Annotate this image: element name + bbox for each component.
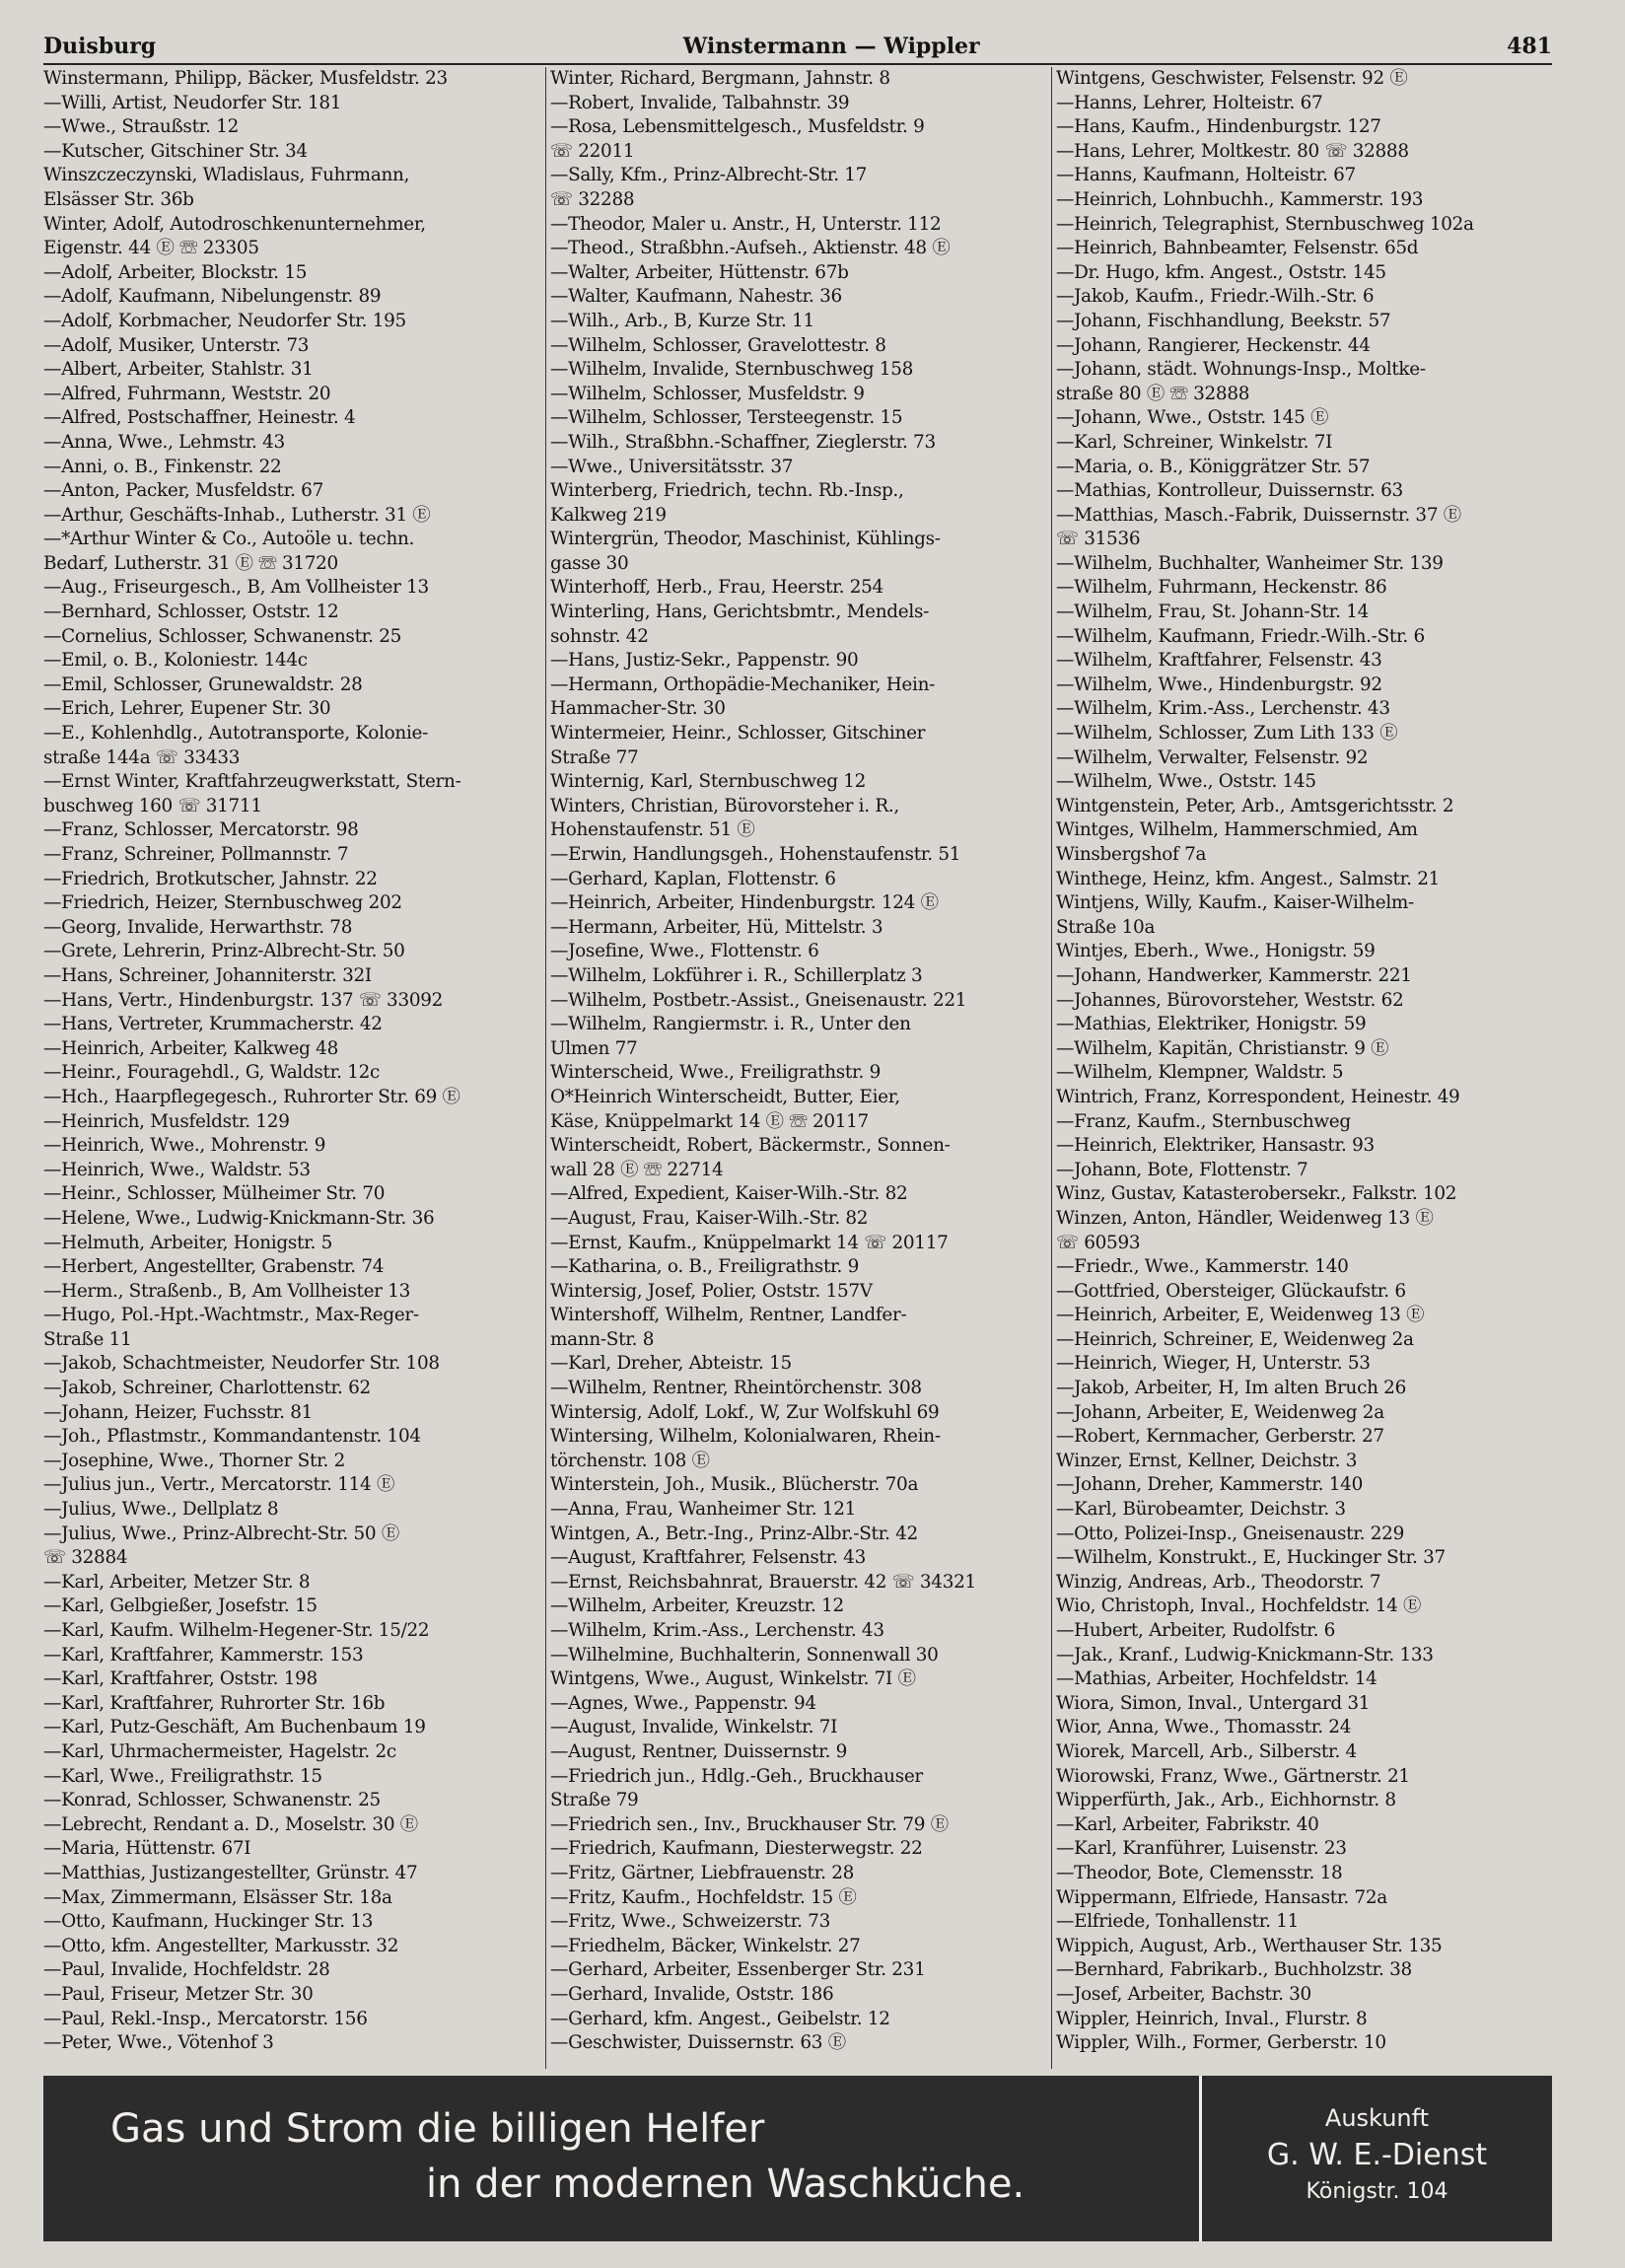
directory-entry: —Paul, Friseur, Metzer Str. 30	[43, 1983, 314, 2005]
directory-entry: —Karl, Dreher, Abteistr. 15	[550, 1353, 792, 1375]
directory-entry: —Heinrich, Arbeiter, E, Weidenweg 13 Ⓔ	[1056, 1305, 1425, 1326]
directory-entry: Winterling, Hans, Gerichtsbmtr., Mendels-	[550, 602, 929, 623]
directory-entry: —Herbert, Angestellter, Grabenstr. 74	[43, 1256, 385, 1278]
directory-entry: —Geschwister, Duissernstr. 63 Ⓔ	[550, 2032, 846, 2054]
directory-entry: —Josephine, Wwe., Thorner Str. 2	[43, 1450, 346, 1471]
directory-entry: —Adolf, Kaufmann, Nibelungenstr. 89	[43, 286, 382, 308]
directory-entry: Wippich, August, Arb., Werthauser Str. 135	[1056, 1935, 1443, 1956]
directory-entry: —Fritz, Wwe., Schweizerstr. 73	[550, 1911, 830, 1933]
directory-entry: wall 28 Ⓔ ☏ 22714	[550, 1159, 724, 1180]
directory-entry: —Karl, Arbeiter, Metzer Str. 8	[43, 1571, 311, 1593]
directory-entry: —Johannes, Bürovorsteher, Weststr. 62	[1056, 989, 1404, 1011]
directory-entry: Winsbergshof 7a	[1056, 844, 1207, 865]
directory-entry: Käse, Knüppelmarkt 14 Ⓔ ☏ 20117	[550, 1110, 869, 1132]
ad-info-address: Königstr. 104	[1306, 2179, 1448, 2204]
directory-entry: —Wilhelm, Schlosser, Gravelottestr. 8	[550, 334, 886, 356]
directory-entry: Winter, Richard, Bergmann, Jahnstr. 8	[550, 68, 890, 89]
directory-entry: —Emil, o. B., Koloniestr. 144c	[43, 650, 308, 672]
directory-entry: —Ernst Winter, Kraftfahrzeugwerkstatt, Stern-	[43, 771, 461, 793]
directory-entry: —Aug., Friseurgesch., B, Am Vollheister 13	[43, 577, 429, 599]
directory-entry: Wippler, Heinrich, Inval., Flurstr. 8	[1056, 2008, 1368, 2029]
directory-entry: —Karl, Wwe., Freiligrathstr. 15	[43, 1765, 322, 1787]
directory-entry: —Theodor, Maler u. Anstr., H, Unterstr. 112	[550, 213, 942, 235]
directory-entry: —Paul, Invalide, Hochfeldstr. 28	[43, 1959, 330, 1981]
directory-entry: mann-Str. 8	[550, 1328, 655, 1350]
directory-entry: Winterhoff, Herb., Frau, Heerstr. 254	[550, 577, 883, 599]
directory-entry: Straße 10a	[1056, 916, 1156, 938]
directory-entry: —Heinrich, Lohnbuchh., Kammerstr. 193	[1056, 188, 1424, 210]
directory-entry: Wintges, Wilhelm, Hammerschmied, Am	[1056, 819, 1418, 841]
directory-entry: —Gerhard, Kaplan, Flottenstr. 6	[550, 868, 836, 889]
ad-info-org: G. W. E.-Dienst	[1266, 2138, 1488, 2172]
directory-entry: straße 144a ☏ 33433	[43, 746, 241, 768]
directory-entry: —Wilhelm, Kraftfahrer, Felsenstr. 43	[1056, 650, 1382, 672]
page-header	[43, 30, 1552, 65]
directory-entry: —Karl, Kraftfahrer, Oststr. 198	[43, 1668, 318, 1690]
directory-entry: Kalkweg 219	[550, 504, 667, 526]
directory-entry: Wintgenstein, Peter, Arb., Amtsgerichtsstr. 2	[1056, 795, 1454, 816]
directory-entry: Wiora, Simon, Inval., Untergard 31	[1056, 1692, 1371, 1714]
directory-entry: —Wilhelm, Kapitän, Christianstr. 9 Ⓔ	[1056, 1037, 1389, 1059]
directory-entry: —Heinrich, Wwe., Waldstr. 53	[43, 1159, 311, 1180]
directory-entry: —Heinrich, Musfeldstr. 129	[43, 1110, 290, 1132]
directory-entry: —Walter, Arbeiter, Hüttenstr. 67b	[550, 261, 849, 283]
directory-entry: —Heinr., Schlosser, Mülheimer Str. 70	[43, 1183, 386, 1205]
directory-entry: Wippler, Wilh., Former, Gerberstr. 10	[1056, 2032, 1386, 2054]
directory-column-1	[39, 67, 545, 2069]
directory-entry: —Karl, Gelbgießer, Josefstr. 15	[43, 1595, 318, 1617]
directory-entry: Winternig, Karl, Sternbuschweg 12	[550, 771, 867, 793]
directory-entry: —Gerhard, Arbeiter, Essenberger Str. 231	[550, 1959, 926, 1981]
directory-entry: —Franz, Schlosser, Mercatorstr. 98	[43, 819, 359, 841]
directory-entry: —Theod., Straßbhn.-Aufseh., Aktienstr. 48 Ⓔ	[550, 238, 951, 259]
directory-entry: —Wilhelm, Konstrukt., E, Huckinger Str. 37	[1056, 1547, 1446, 1569]
directory-entry: Wintjes, Eberh., Wwe., Honigstr. 59	[1056, 941, 1376, 962]
directory-entry: —Katharina, o. B., Freiligrathstr. 9	[550, 1256, 859, 1278]
directory-entry: —Konrad, Schlosser, Schwanenstr. 25	[43, 1790, 381, 1811]
directory-entry: —Jakob, Arbeiter, H, Im alten Bruch 26	[1056, 1378, 1406, 1399]
directory-entry: —Hch., Haarpflegegesch., Ruhrorter Str. 69 Ⓔ	[43, 1086, 460, 1107]
directory-entry: —Otto, Kaufmann, Huckinger Str. 13	[43, 1911, 374, 1933]
directory-entry: Winter, Adolf, Autodroschkenunternehmer,	[43, 213, 426, 235]
directory-entry: —Peter, Wwe., Vötenhof 3	[43, 2032, 274, 2054]
directory-entry: buschweg 160 ☏ 31711	[43, 795, 262, 816]
directory-entry: —Wilh., Arb., B, Kurze Str. 11	[550, 310, 814, 331]
directory-entry: —Johann, Fischhandlung, Beekstr. 57	[1056, 310, 1391, 331]
directory-entry: Winterberg, Friedrich, techn. Rb.-Insp.,	[550, 480, 904, 502]
directory-entry: —Alfred, Expedient, Kaiser-Wilh.-Str. 82	[550, 1183, 908, 1205]
directory-entry: —Wilhelm, Kaufmann, Friedr.-Wilh.-Str. 6	[1056, 625, 1425, 647]
directory-entry: —Robert, Kernmacher, Gerberstr. 27	[1056, 1426, 1384, 1448]
directory-entry: —Wilhelm, Schlosser, Tersteegenstr. 15	[550, 407, 903, 429]
directory-entry: —Friedrich, Brotkutscher, Jahnstr. 22	[43, 868, 378, 889]
directory-entry: —Ernst, Reichsbahnrat, Brauerstr. 42 ☏ 34321	[550, 1571, 976, 1593]
directory-entry: —Wilh., Straßbhn.-Schaffner, Zieglerstr. 73	[550, 431, 936, 453]
directory-entry: —Friedrich, Kaufmann, Diesterwegstr. 22	[550, 1838, 923, 1860]
directory-entry: —Friedrich, Heizer, Sternbuschweg 202	[43, 892, 402, 914]
directory-entry: —Friedrich sen., Inv., Bruckhauser Str. 79 Ⓔ	[550, 1813, 949, 1835]
directory-entry: Wintershoff, Wilhelm, Rentner, Landfer-	[550, 1305, 907, 1326]
directory-entry: —Josefine, Wwe., Flottenstr. 6	[550, 941, 819, 962]
directory-entry: —August, Frau, Kaiser-Wilh.-Str. 82	[550, 1207, 869, 1229]
directory-entry: ☏ 22011	[550, 140, 635, 162]
directory-entry: —Erwin, Handlungsgeh., Hohenstaufenstr. 51	[550, 844, 961, 865]
directory-entry: Straße 77	[550, 746, 639, 768]
directory-entry: —Franz, Kaufm., Sternbuschweg	[1056, 1110, 1351, 1132]
directory-entry: —Maria, Hüttenstr. 67I	[43, 1838, 251, 1860]
directory-entry: —Arthur, Geschäfts-Inhab., Lutherstr. 31 Ⓔ	[43, 504, 431, 526]
directory-entry: Wintersig, Josef, Polier, Oststr. 157V	[550, 1280, 873, 1302]
directory-entry: —Johann, Arbeiter, E, Weidenweg 2a	[1056, 1401, 1384, 1423]
page-number: 481	[1507, 34, 1552, 59]
directory-entry: Eigenstr. 44 Ⓔ ☏ 23305	[43, 238, 259, 259]
directory-entry: —Mathias, Elektriker, Honigstr. 59	[1056, 1014, 1367, 1035]
directory-entry: —Wilhelm, Rentner, Rheintörchenstr. 308	[550, 1378, 922, 1399]
directory-entry: —Wilhelm, Frau, St. Johann-Str. 14	[1056, 602, 1370, 623]
directory-entry: —August, Invalide, Winkelstr. 7I	[550, 1717, 838, 1738]
directory-entry: —Matthias, Justizangestellter, Grünstr. 47	[43, 1862, 418, 1883]
directory-column-3	[1051, 67, 1557, 2069]
directory-entry: —Jakob, Kaufm., Friedr.-Wilh.-Str. 6	[1056, 286, 1375, 308]
directory-entry: —Herm., Straßenb., B, Am Vollheister 13	[43, 1280, 411, 1302]
directory-entry: Wintgen, A., Betr.-Ing., Prinz-Albr.-Str. 42	[550, 1523, 918, 1544]
directory-entry: —Hans, Schreiner, Johanniterstr. 32I	[43, 964, 372, 986]
directory-entry: —Sally, Kfm., Prinz-Albrecht-Str. 17	[550, 165, 868, 186]
directory-entry: —Gottfried, Obersteiger, Glückaufstr. 6	[1056, 1280, 1406, 1302]
directory-entry: —Adolf, Arbeiter, Blockstr. 15	[43, 261, 308, 283]
directory-entry: —Wilhelm, Schlosser, Zum Lith 133 Ⓔ	[1056, 723, 1398, 744]
directory-entry: —Ernst, Kaufm., Knüppelmarkt 14 ☏ 20117	[550, 1232, 949, 1253]
directory-entry: —Georg, Invalide, Herwarthstr. 78	[43, 916, 353, 938]
directory-entry: —Wilhelm, Wwe., Hindenburgstr. 92	[1056, 673, 1382, 695]
directory-entry: Wipperfürth, Jak., Arb., Eichhornstr. 8	[1056, 1790, 1396, 1811]
ad-slogan	[43, 2076, 1199, 2241]
directory-entry: —Albert, Arbeiter, Stahlstr. 31	[43, 359, 314, 381]
directory-columns	[39, 67, 1558, 2069]
directory-entry: Winthege, Heinz, kfm. Angest., Salmstr. 21	[1056, 868, 1441, 889]
directory-entry: Wior, Anna, Wwe., Thomasstr. 24	[1056, 1717, 1352, 1738]
directory-entry: —Wilhelm, Postbetr.-Assist., Gneisenaustr. 221	[550, 989, 967, 1011]
directory-entry: —Julius jun., Vertr., Mercatorstr. 114 Ⓔ	[43, 1474, 395, 1496]
directory-entry: ☏ 32884	[43, 1547, 128, 1569]
directory-entry: —Wilhelm, Krim.-Ass., Lerchenstr. 43	[1056, 698, 1390, 720]
directory-entry: Wintrich, Franz, Korrespondent, Heinestr. 49	[1056, 1086, 1460, 1107]
directory-column-2	[545, 67, 1051, 2069]
directory-entry: Wippermann, Elfriede, Hansastr. 72a	[1056, 1886, 1387, 1908]
directory-entry: Wintgens, Geschwister, Felsenstr. 92 Ⓔ	[1056, 68, 1408, 89]
directory-entry: —Mathias, Arbeiter, Hochfeldstr. 14	[1056, 1668, 1378, 1690]
directory-entry: Straße 79	[550, 1790, 639, 1811]
directory-entry: —Johann, Handwerker, Kammerstr. 221	[1056, 964, 1412, 986]
directory-entry: —E., Kohlenhdlg., Autotransporte, Kolonie-	[43, 723, 429, 744]
directory-entry: —Hans, Vertr., Hindenburgstr. 137 ☏ 33092	[43, 989, 444, 1011]
directory-entry: —Franz, Schreiner, Pollmannstr. 7	[43, 844, 349, 865]
directory-entry: —Alfred, Fuhrmann, Weststr. 20	[43, 383, 331, 404]
directory-entry: —Wilhelm, Wwe., Oststr. 145	[1056, 771, 1316, 793]
directory-entry: —Adolf, Korbmacher, Neudorfer Str. 195	[43, 310, 406, 331]
directory-entry: Winterscheidt, Robert, Bäckermstr., Sonnen-	[550, 1135, 951, 1157]
directory-entry: —Heinrich, Wwe., Mohrenstr. 9	[43, 1135, 326, 1157]
directory-entry: —Heinr., Fouragehdl., G, Waldstr. 12c	[43, 1062, 381, 1084]
directory-entry: —Anton, Packer, Musfeldstr. 67	[43, 480, 323, 502]
directory-entry: —Karl, Schreiner, Winkelstr. 7I	[1056, 431, 1333, 453]
directory-entry: —Bernhard, Schlosser, Oststr. 12	[43, 602, 339, 623]
directory-entry: —Agnes, Wwe., Pappenstr. 94	[550, 1692, 816, 1714]
directory-entry: Winzig, Andreas, Arb., Theodorstr. 7	[1056, 1571, 1381, 1593]
header-range: Winstermann — Wippler	[682, 34, 980, 59]
directory-entry: —Hans, Justiz-Sekr., Pappenstr. 90	[550, 650, 859, 672]
directory-entry: —Helmuth, Arbeiter, Honigstr. 5	[43, 1232, 333, 1253]
directory-entry: —Johann, Wwe., Oststr. 145 Ⓔ	[1056, 407, 1329, 429]
directory-entry: —August, Rentner, Duissernstr. 9	[550, 1740, 848, 1762]
directory-entry: —Hans, Lehrer, Moltkestr. 80 ☏ 32888	[1056, 140, 1409, 162]
directory-entry: —Heinrich, Schreiner, E, Weidenweg 2a	[1056, 1328, 1414, 1350]
ad-contact	[1202, 2076, 1552, 2241]
directory-entry: —Heinrich, Elektriker, Hansastr. 93	[1056, 1135, 1375, 1157]
directory-entry: —Karl, Kaufm. Wilhelm-Hegener-Str. 15/22	[43, 1620, 430, 1641]
directory-entry: —Karl, Kraftfahrer, Kammerstr. 153	[43, 1644, 364, 1666]
directory-entry: —Julius, Wwe., Prinz-Albrecht-Str. 50 Ⓔ	[43, 1523, 399, 1544]
directory-entry: —Wilhelm, Klempner, Waldstr. 5	[1056, 1062, 1344, 1084]
directory-entry: —Maria, o. B., Königgrätzer Str. 57	[1056, 456, 1371, 477]
directory-entry: —Wilhelm, Schlosser, Musfeldstr. 9	[550, 383, 865, 404]
directory-entry: —Mathias, Kontrolleur, Duissernstr. 63	[1056, 480, 1403, 502]
directory-entry: ☏ 32288	[550, 188, 635, 210]
directory-entry: —Julius, Wwe., Dellplatz 8	[43, 1499, 279, 1521]
directory-entry: —Wwe., Universitätsstr. 37	[550, 456, 794, 477]
directory-entry: —Walter, Kaufmann, Nahestr. 36	[550, 286, 842, 308]
directory-entry: —Hans, Vertreter, Krummacherstr. 42	[43, 1014, 383, 1035]
directory-entry: Wio, Christoph, Inval., Hochfeldstr. 14 Ⓔ	[1056, 1595, 1422, 1617]
directory-entry: —Elfriede, Tonhallenstr. 11	[1056, 1911, 1300, 1933]
directory-entry: —Karl, Kranführer, Luisenstr. 23	[1056, 1838, 1347, 1860]
directory-entry: Winstermann, Philipp, Bäcker, Musfeldstr. 23	[43, 68, 448, 89]
directory-entry: —*Arthur Winter & Co., Autoöle u. techn.	[43, 529, 415, 550]
directory-entry: —Emil, Schlosser, Grunewaldstr. 28	[43, 673, 363, 695]
directory-entry: —Friedr., Wwe., Kammerstr. 140	[1056, 1256, 1349, 1278]
directory-entry: —Wilhelmine, Buchhalterin, Sonnenwall 30	[550, 1644, 939, 1666]
directory-entry: Wintersing, Wilhelm, Kolonialwaren, Rhein-	[550, 1426, 941, 1448]
directory-entry: —Jak., Kranf., Ludwig-Knickmann-Str. 133	[1056, 1644, 1434, 1666]
directory-entry: Wintersig, Adolf, Lokf., W, Zur Wolfskuhl 69	[550, 1401, 940, 1423]
advertisement-banner	[43, 2076, 1552, 2241]
directory-entry: —Paul, Rekl.-Insp., Mercatorstr. 156	[43, 2008, 368, 2029]
directory-entry: —Heinrich, Bahnbeamter, Felsenstr. 65d	[1056, 238, 1419, 259]
directory-entry: —Cornelius, Schlosser, Schwanenstr. 25	[43, 625, 402, 647]
directory-entry: Bedarf, Lutherstr. 31 Ⓔ ☏ 31720	[43, 552, 338, 574]
directory-entry: —Max, Zimmermann, Elsässer Str. 18a	[43, 1886, 392, 1908]
directory-entry: —Jakob, Schreiner, Charlottenstr. 62	[43, 1378, 371, 1399]
directory-entry: —Matthias, Masch.-Fabrik, Duissernstr. 37 Ⓔ	[1056, 504, 1461, 526]
directory-entry: —Heinrich, Telegraphist, Sternbuschweg 102a	[1056, 213, 1474, 235]
directory-entry: —Johann, Dreher, Kammerstr. 140	[1056, 1474, 1363, 1496]
directory-entry: Winszczeczynski, Wladislaus, Fuhrmann,	[43, 165, 410, 186]
directory-entry: —Anni, o. B., Finkenstr. 22	[43, 456, 282, 477]
directory-entry: —Erich, Lehrer, Eupener Str. 30	[43, 698, 331, 720]
directory-entry: —Hubert, Arbeiter, Rudolfstr. 6	[1056, 1620, 1336, 1641]
directory-entry: —Friedrich jun., Hdlg.-Geh., Bruckhauser	[550, 1765, 923, 1787]
directory-entry: —Grete, Lehrerin, Prinz-Albrecht-Str. 50	[43, 941, 405, 962]
directory-entry: —Gerhard, Invalide, Oststr. 186	[550, 1983, 834, 2005]
directory-entry: —Heinrich, Wieger, H, Unterstr. 53	[1056, 1353, 1371, 1375]
directory-entry: Winters, Christian, Bürovorsteher i. R.,	[550, 795, 899, 816]
directory-entry: ☏ 60593	[1056, 1232, 1141, 1253]
ad-slogan-line-1: Gas und Strom die billigen Helfer	[110, 2106, 765, 2152]
directory-entry: —Helene, Wwe., Ludwig-Knickmann-Str. 36	[43, 1207, 435, 1229]
directory-entry: Winterscheid, Wwe., Freiligrathstr. 9	[550, 1062, 881, 1084]
directory-entry: —Hugo, Pol.-Hpt.-Wachtmstr., Max-Reger-	[43, 1305, 419, 1326]
directory-entry: —Friedhelm, Bäcker, Winkelstr. 27	[550, 1935, 861, 1956]
directory-entry: —Wwe., Straußstr. 12	[43, 116, 240, 138]
directory-entry: gasse 30	[550, 552, 629, 574]
directory-entry: —Wilhelm, Verwalter, Felsenstr. 92	[1056, 746, 1369, 768]
directory-entry: —August, Kraftfahrer, Felsenstr. 43	[550, 1547, 866, 1569]
directory-entry: —Heinrich, Arbeiter, Kalkweg 48	[43, 1037, 338, 1059]
header-city: Duisburg	[43, 34, 157, 59]
ad-info-title: Auskunft	[1324, 2104, 1430, 2132]
directory-entry: Wiorek, Marcell, Arb., Silberstr. 4	[1056, 1740, 1357, 1762]
directory-entry: Ulmen 77	[550, 1037, 638, 1059]
directory-entry: —Heinrich, Arbeiter, Hindenburgstr. 124 Ⓔ	[550, 892, 939, 914]
directory-entry: —Wilhelm, Lokführer i. R., Schillerplatz 3	[550, 964, 923, 986]
directory-entry: —Willi, Artist, Neudorfer Str. 181	[43, 92, 342, 113]
directory-entry: —Wilhelm, Arbeiter, Kreuzstr. 12	[550, 1595, 844, 1617]
directory-entry: Wintergrün, Theodor, Maschinist, Kühlings-	[550, 529, 941, 550]
directory-entry: —Hans, Kaufm., Hindenburgstr. 127	[1056, 116, 1381, 138]
directory-entry: Winz, Gustav, Katasterobersekr., Falkstr. 102	[1056, 1183, 1457, 1205]
directory-entry: —Gerhard, kfm. Angest., Geibelstr. 12	[550, 2008, 890, 2029]
directory-entry: —Wilhelm, Krim.-Ass., Lerchenstr. 43	[550, 1620, 884, 1641]
directory-entry: —Hermann, Orthopädie-Mechaniker, Hein-	[550, 673, 936, 695]
directory-entry: —Karl, Uhrmachermeister, Hagelstr. 2c	[43, 1740, 396, 1762]
directory-entry: —Wilhelm, Invalide, Sternbuschweg 158	[550, 359, 914, 381]
directory-entry: —Otto, kfm. Angestellter, Markusstr. 32	[43, 1935, 399, 1956]
directory-entry: —Jakob, Schachtmeister, Neudorfer Str. 108	[43, 1353, 440, 1375]
directory-entry: —Wilhelm, Fuhrmann, Heckenstr. 86	[1056, 577, 1387, 599]
directory-entry: Straße 11	[43, 1328, 132, 1350]
directory-entry: —Bernhard, Fabrikarb., Buchholzstr. 38	[1056, 1959, 1412, 1981]
directory-entry: —Josef, Arbeiter, Bachstr. 30	[1056, 1983, 1311, 2005]
directory-entry: Elsässer Str. 36b	[43, 188, 194, 210]
directory-entry: —Johann, städt. Wohnungs-Insp., Moltke-	[1056, 359, 1426, 381]
directory-entry: —Hermann, Arbeiter, Hü, Mittelstr. 3	[550, 916, 883, 938]
directory-entry: —Fritz, Kaufm., Hochfeldstr. 15 Ⓔ	[550, 1886, 857, 1908]
directory-entry: O*Heinrich Winterscheidt, Butter, Eier,	[550, 1086, 900, 1107]
directory-entry: —Otto, Polizei-Insp., Gneisenaustr. 229	[1056, 1523, 1404, 1544]
directory-entry: straße 80 Ⓔ ☏ 32888	[1056, 383, 1250, 404]
directory-entry: —Lebrecht, Rendant a. D., Moselstr. 30 Ⓔ	[43, 1813, 418, 1835]
directory-entry: —Fritz, Gärtner, Liebfrauenstr. 28	[550, 1862, 854, 1883]
ad-slogan-line-2: in der modernen Waschküche.	[426, 2162, 1025, 2207]
directory-entry: —Adolf, Musiker, Unterstr. 73	[43, 334, 310, 356]
directory-entry: —Johann, Heizer, Fuchsstr. 81	[43, 1401, 314, 1423]
directory-entry: Wiorowski, Franz, Wwe., Gärtnerstr. 21	[1056, 1765, 1410, 1787]
directory-entry: —Rosa, Lebensmittelgesch., Musfeldstr. 9	[550, 116, 925, 138]
directory-entry: —Karl, Arbeiter, Fabrikstr. 40	[1056, 1813, 1319, 1835]
directory-entry: —Anna, Frau, Wanheimer Str. 121	[550, 1499, 857, 1521]
directory-entry: Winterstein, Joh., Musik., Blücherstr. 70a	[550, 1474, 919, 1496]
directory-entry: —Karl, Bürobeamter, Deichstr. 3	[1056, 1499, 1346, 1521]
directory-entry: ☏ 31536	[1056, 529, 1141, 550]
directory-entry: törchenstr. 108 Ⓔ	[550, 1450, 710, 1471]
directory-entry: —Theodor, Bote, Clemensstr. 18	[1056, 1862, 1343, 1883]
directory-entry: sohnstr. 42	[550, 625, 649, 647]
directory-entry: —Alfred, Postschaffner, Heinestr. 4	[43, 407, 356, 429]
directory-entry: —Hanns, Lehrer, Holteistr. 67	[1056, 92, 1323, 113]
directory-entry: Wintermeier, Heinr., Schlosser, Gitschiner	[550, 723, 926, 744]
directory-entry: —Anna, Wwe., Lehmstr. 43	[43, 431, 285, 453]
directory-entry: —Johann, Bote, Flottenstr. 7	[1056, 1159, 1308, 1180]
directory-entry: —Dr. Hugo, kfm. Angest., Oststr. 145	[1056, 261, 1386, 283]
directory-entry: Wintgens, Wwe., August, Winkelstr. 7I Ⓔ	[550, 1668, 916, 1690]
directory-entry: —Karl, Kraftfahrer, Ruhrorter Str. 16b	[43, 1692, 386, 1714]
directory-entry: —Johann, Rangierer, Heckenstr. 44	[1056, 334, 1371, 356]
directory-entry: Winzer, Ernst, Kellner, Deichstr. 3	[1056, 1450, 1358, 1471]
directory-entry: —Joh., Pflastmstr., Kommandantenstr. 104	[43, 1426, 421, 1448]
directory-entry: —Wilhelm, Rangiermstr. i. R., Unter den	[550, 1014, 911, 1035]
directory-entry: —Hanns, Kaufmann, Holteistr. 67	[1056, 165, 1356, 186]
directory-entry: Winzen, Anton, Händler, Weidenweg 13 Ⓔ	[1056, 1207, 1434, 1229]
directory-entry: Wintjens, Willy, Kaufm., Kaiser-Wilhelm-	[1056, 892, 1414, 914]
directory-entry: —Karl, Putz-Geschäft, Am Buchenbaum 19	[43, 1717, 426, 1738]
directory-entry: Hohenstaufenstr. 51 Ⓔ	[550, 819, 755, 841]
directory-entry: —Kutscher, Gitschiner Str. 34	[43, 140, 308, 162]
directory-entry: —Wilhelm, Buchhalter, Wanheimer Str. 139	[1056, 552, 1444, 574]
directory-entry: Hammacher-Str. 30	[550, 698, 726, 720]
directory-entry: —Robert, Invalide, Talbahnstr. 39	[550, 92, 850, 113]
